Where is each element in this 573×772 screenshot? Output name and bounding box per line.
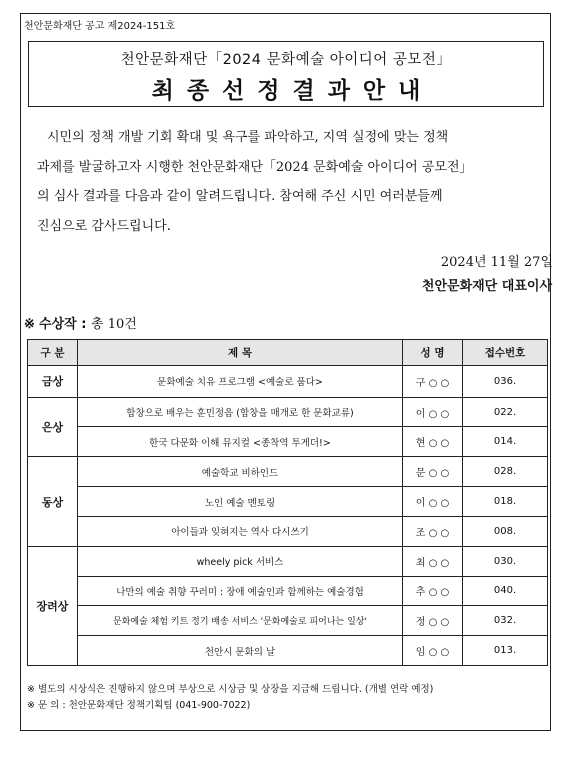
table-row <box>28 366 548 398</box>
number-cell: 036. <box>463 366 548 398</box>
title-cell: 천안시 문화의 날 <box>78 636 403 666</box>
header-name: 성 명 <box>403 340 463 366</box>
awards-table <box>27 339 548 666</box>
footnote-ceremony: ※ 별도의 시상식은 진행하지 않으며 부상으로 시상금 및 상장을 지급해 드립니다. (개별 연락 예정) <box>27 684 434 695</box>
name-cell: 구 ○ ○ <box>403 366 463 398</box>
body-line: 시민의 정책 개발 기회 확대 및 욕구를 파악하고, 지역 실정에 맞는 정책 <box>47 130 449 145</box>
number-cell: 014. <box>463 427 548 457</box>
title-main: 최종선정결과안내 <box>151 78 434 104</box>
table-row <box>28 457 548 487</box>
table-header-row <box>28 340 548 366</box>
header-title: 제 목 <box>78 340 403 366</box>
number-cell: 030. <box>463 546 548 576</box>
number-cell: 008. <box>463 516 548 546</box>
table-row <box>28 397 548 427</box>
table-row <box>28 606 548 636</box>
notice-number: 천안문화재단 공고 제2024-151호 <box>24 21 176 32</box>
body-line: 진심으로 감사드립니다. <box>37 218 171 234</box>
name-cell: 조 ○ ○ <box>403 516 463 546</box>
title-cell: 합창으로 배우는 훈민정음 (합창을 매개로 한 문화교류) <box>78 397 403 427</box>
table-row <box>28 546 548 576</box>
name-cell: 현 ○ ○ <box>403 427 463 457</box>
grade-cell: 은상 <box>28 397 78 457</box>
grade-cell: 금상 <box>28 366 78 398</box>
reference-mark: ※ <box>24 317 35 332</box>
name-cell: 추 ○ ○ <box>403 576 463 606</box>
name-cell: 이 ○ ○ <box>403 487 463 517</box>
name-cell: 최 ○ ○ <box>403 546 463 576</box>
number-cell: 032. <box>463 606 548 636</box>
announcement-body <box>37 123 537 241</box>
title-box <box>28 41 544 107</box>
footnotes <box>27 682 433 714</box>
number-cell: 028. <box>463 457 548 487</box>
title-cell: 아이들과 잊혀지는 역사 다시쓰기 <box>78 516 403 546</box>
name-cell: 정 ○ ○ <box>403 606 463 636</box>
winners-total: 총 10건 <box>91 317 137 332</box>
number-cell: 022. <box>463 397 548 427</box>
issuer: 천안문화재단 대표이사 <box>421 279 552 294</box>
name-cell: 문 ○ ○ <box>403 457 463 487</box>
body-line: 과제를 발굴하고자 시행한 천안문화재단「2024 문화예술 아이디어 공모전」 <box>37 159 473 175</box>
table-row <box>28 576 548 606</box>
title-cell: 예술학교 비하인드 <box>78 457 403 487</box>
title-cell: 문화예술 치유 프로그램 <예술로 품다> <box>78 366 403 398</box>
title-subtitle: 천안문화재단「2024 문화예술 아이디어 공모전」 <box>120 52 452 68</box>
table-row <box>28 516 548 546</box>
table-row <box>28 427 548 457</box>
number-cell: 013. <box>463 636 548 666</box>
number-cell: 040. <box>463 576 548 606</box>
name-cell: 이 ○ ○ <box>403 397 463 427</box>
winners-colon: : <box>76 317 91 332</box>
title-cell: 노인 예술 멘토링 <box>78 487 403 517</box>
header-number: 접수번호 <box>463 340 548 366</box>
table-row <box>28 636 548 666</box>
title-cell: 문화예술 체험 키트 정기 배송 서비스 '문화예술로 피어나는 일상' <box>78 606 403 636</box>
title-cell: 나만의 예술 취향 꾸러미 : 장애 예술인과 함께하는 예술경험 <box>78 576 403 606</box>
name-cell: 임 ○ ○ <box>403 636 463 666</box>
footnote-contact: ※ 문 의 : 천안문화재단 정책기획팀 (041-900-7022) <box>27 700 251 711</box>
title-cell: wheely pick 서비스 <box>78 546 403 576</box>
winners-label: 수상작 <box>39 317 77 332</box>
grade-cell: 장려상 <box>28 546 78 665</box>
body-line: 의 심사 결과를 다음과 같이 알려드립니다. 참여해 주신 시민 여러분들께 <box>37 189 443 204</box>
number-cell: 018. <box>463 487 548 517</box>
table-row <box>28 487 548 517</box>
grade-cell: 동상 <box>28 457 78 546</box>
title-cell: 한국 다문화 이해 뮤지컬 <종착역 투게더!> <box>78 427 403 457</box>
header-grade: 구 분 <box>28 340 78 366</box>
winners-heading <box>24 313 137 332</box>
announcement-date: 2024년 11월 27일 <box>440 255 553 270</box>
